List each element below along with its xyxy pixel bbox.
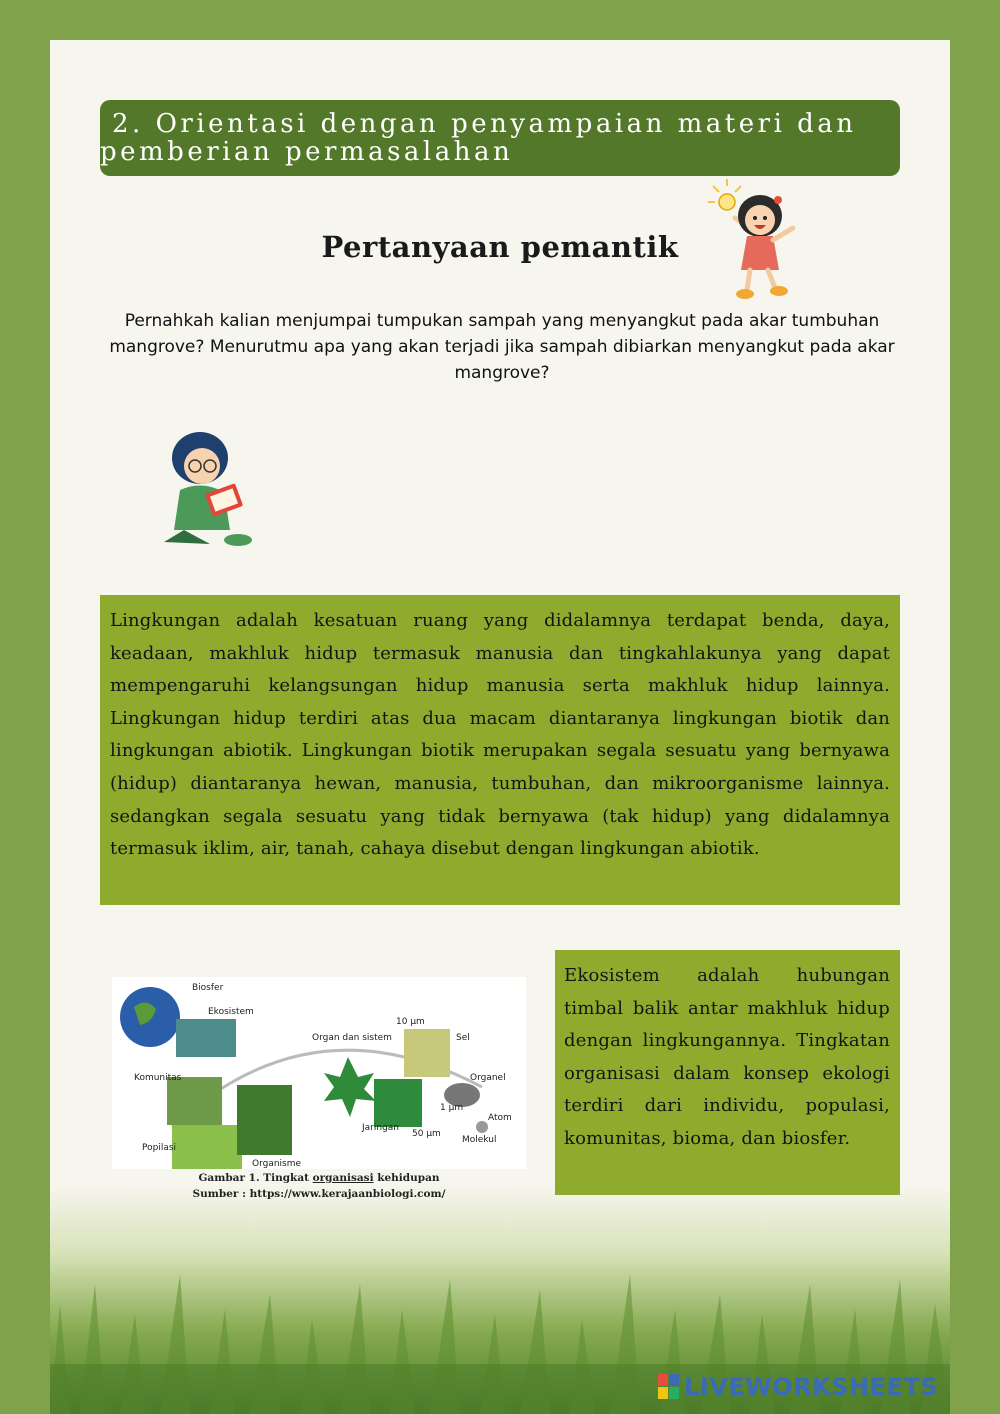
ecosystem-definition-text: Ekosistem adalah hubungan timbal balik antar makhluk hidup dengan lingkungannya. Tingkatan organisasi dalam konsep ekologi terdiri dari individu, populasi, komunitas, bioma, dan biosfer. bbox=[564, 965, 890, 1149]
girl-lightbulb-illustration bbox=[705, 178, 805, 303]
cell-photo bbox=[404, 1029, 450, 1077]
label-ekosistem: Ekosistem bbox=[208, 1007, 254, 1017]
caption-underlined: organisasi bbox=[312, 1172, 374, 1184]
watermark-text: LIVEWORKSHEETS bbox=[684, 1373, 938, 1401]
boy-reading-illustration bbox=[150, 420, 260, 550]
organism-photo bbox=[237, 1085, 292, 1155]
label-molekul: Molekul bbox=[462, 1135, 497, 1145]
population-photo bbox=[172, 1125, 242, 1169]
leaf-icon bbox=[324, 1057, 376, 1117]
header-title-line2: pemberian permasalahan bbox=[100, 137, 514, 167]
environment-definition-text: Lingkungan adalah kesatuan ruang yang didalamnya terdapat benda, daya, keadaan, makhluk hidup termasuk manusia dan tingkahlakunya yang dapat mempengaruhi kelangsungan hidup manusia serta makhluk hidup lainnya. Lingkungan hidup terdiri atas dua macam diantaranya lingkungan biotik dan lingkungan abiotik. Lingkungan biotik merupakan segala sesuatu yang bernyawa (hidup) diantaranya hewan, manusia, tumbuhan, dan mikroorganisme lainnya. sedangkan segala sesuatu yang tidak bernyawa (tak hidup) yang didalamnya termasuk iklim, air, tanah, cahaya disebut dengan lingkungan abiotik. bbox=[110, 610, 890, 860]
worksheet-page bbox=[50, 40, 950, 1414]
label-populasi: Popilasi bbox=[142, 1143, 177, 1153]
label-organel: Organel bbox=[470, 1073, 506, 1083]
figure-caption bbox=[112, 1170, 526, 1202]
tissue-photo bbox=[374, 1079, 422, 1127]
liveworksheets-logo-icon bbox=[658, 1374, 680, 1400]
caption-suffix: kehidupan bbox=[373, 1172, 440, 1184]
label-organ: Organ dan sistem bbox=[312, 1033, 392, 1043]
label-komunitas: Komunitas bbox=[134, 1073, 182, 1083]
caption-source: Sumber : https://www.kerajaanbiologi.com/ bbox=[192, 1188, 446, 1200]
subtitle: Pertanyaan pemantik bbox=[321, 230, 679, 264]
molecule-icon bbox=[476, 1121, 488, 1133]
label-sel: Sel bbox=[456, 1033, 470, 1043]
caption-prefix: Gambar 1. Tingkat bbox=[198, 1172, 313, 1184]
label-scale1: 1 µm bbox=[440, 1103, 464, 1113]
label-scale50: 50 µm bbox=[412, 1129, 441, 1139]
label-scale10: 10 µm bbox=[396, 1017, 425, 1027]
header-title-line1: 2. Orientasi dengan penyampaian materi dan bbox=[112, 109, 857, 139]
label-biosfer: Biosfer bbox=[192, 983, 224, 993]
ecosystem-photo bbox=[176, 1019, 236, 1057]
ecosystem-definition-box bbox=[555, 950, 900, 1195]
community-photo bbox=[167, 1077, 222, 1125]
organization-levels-figure bbox=[112, 977, 526, 1169]
label-organisme: Organisme bbox=[252, 1159, 302, 1169]
liveworksheets-watermark bbox=[658, 1372, 938, 1402]
label-atom: Atom bbox=[488, 1113, 512, 1123]
trigger-question: Pernahkah kalian menjumpai tumpukan sampah yang menyangkut pada akar tumbuhan mangrove? Menurutmu apa yang akan terjadi jika sampah dibiarkan menyangkut pada akar mangrove? bbox=[109, 311, 895, 383]
label-jaringan: Jaringan bbox=[362, 1123, 400, 1133]
section-header bbox=[100, 100, 900, 176]
environment-definition-box bbox=[100, 595, 900, 905]
